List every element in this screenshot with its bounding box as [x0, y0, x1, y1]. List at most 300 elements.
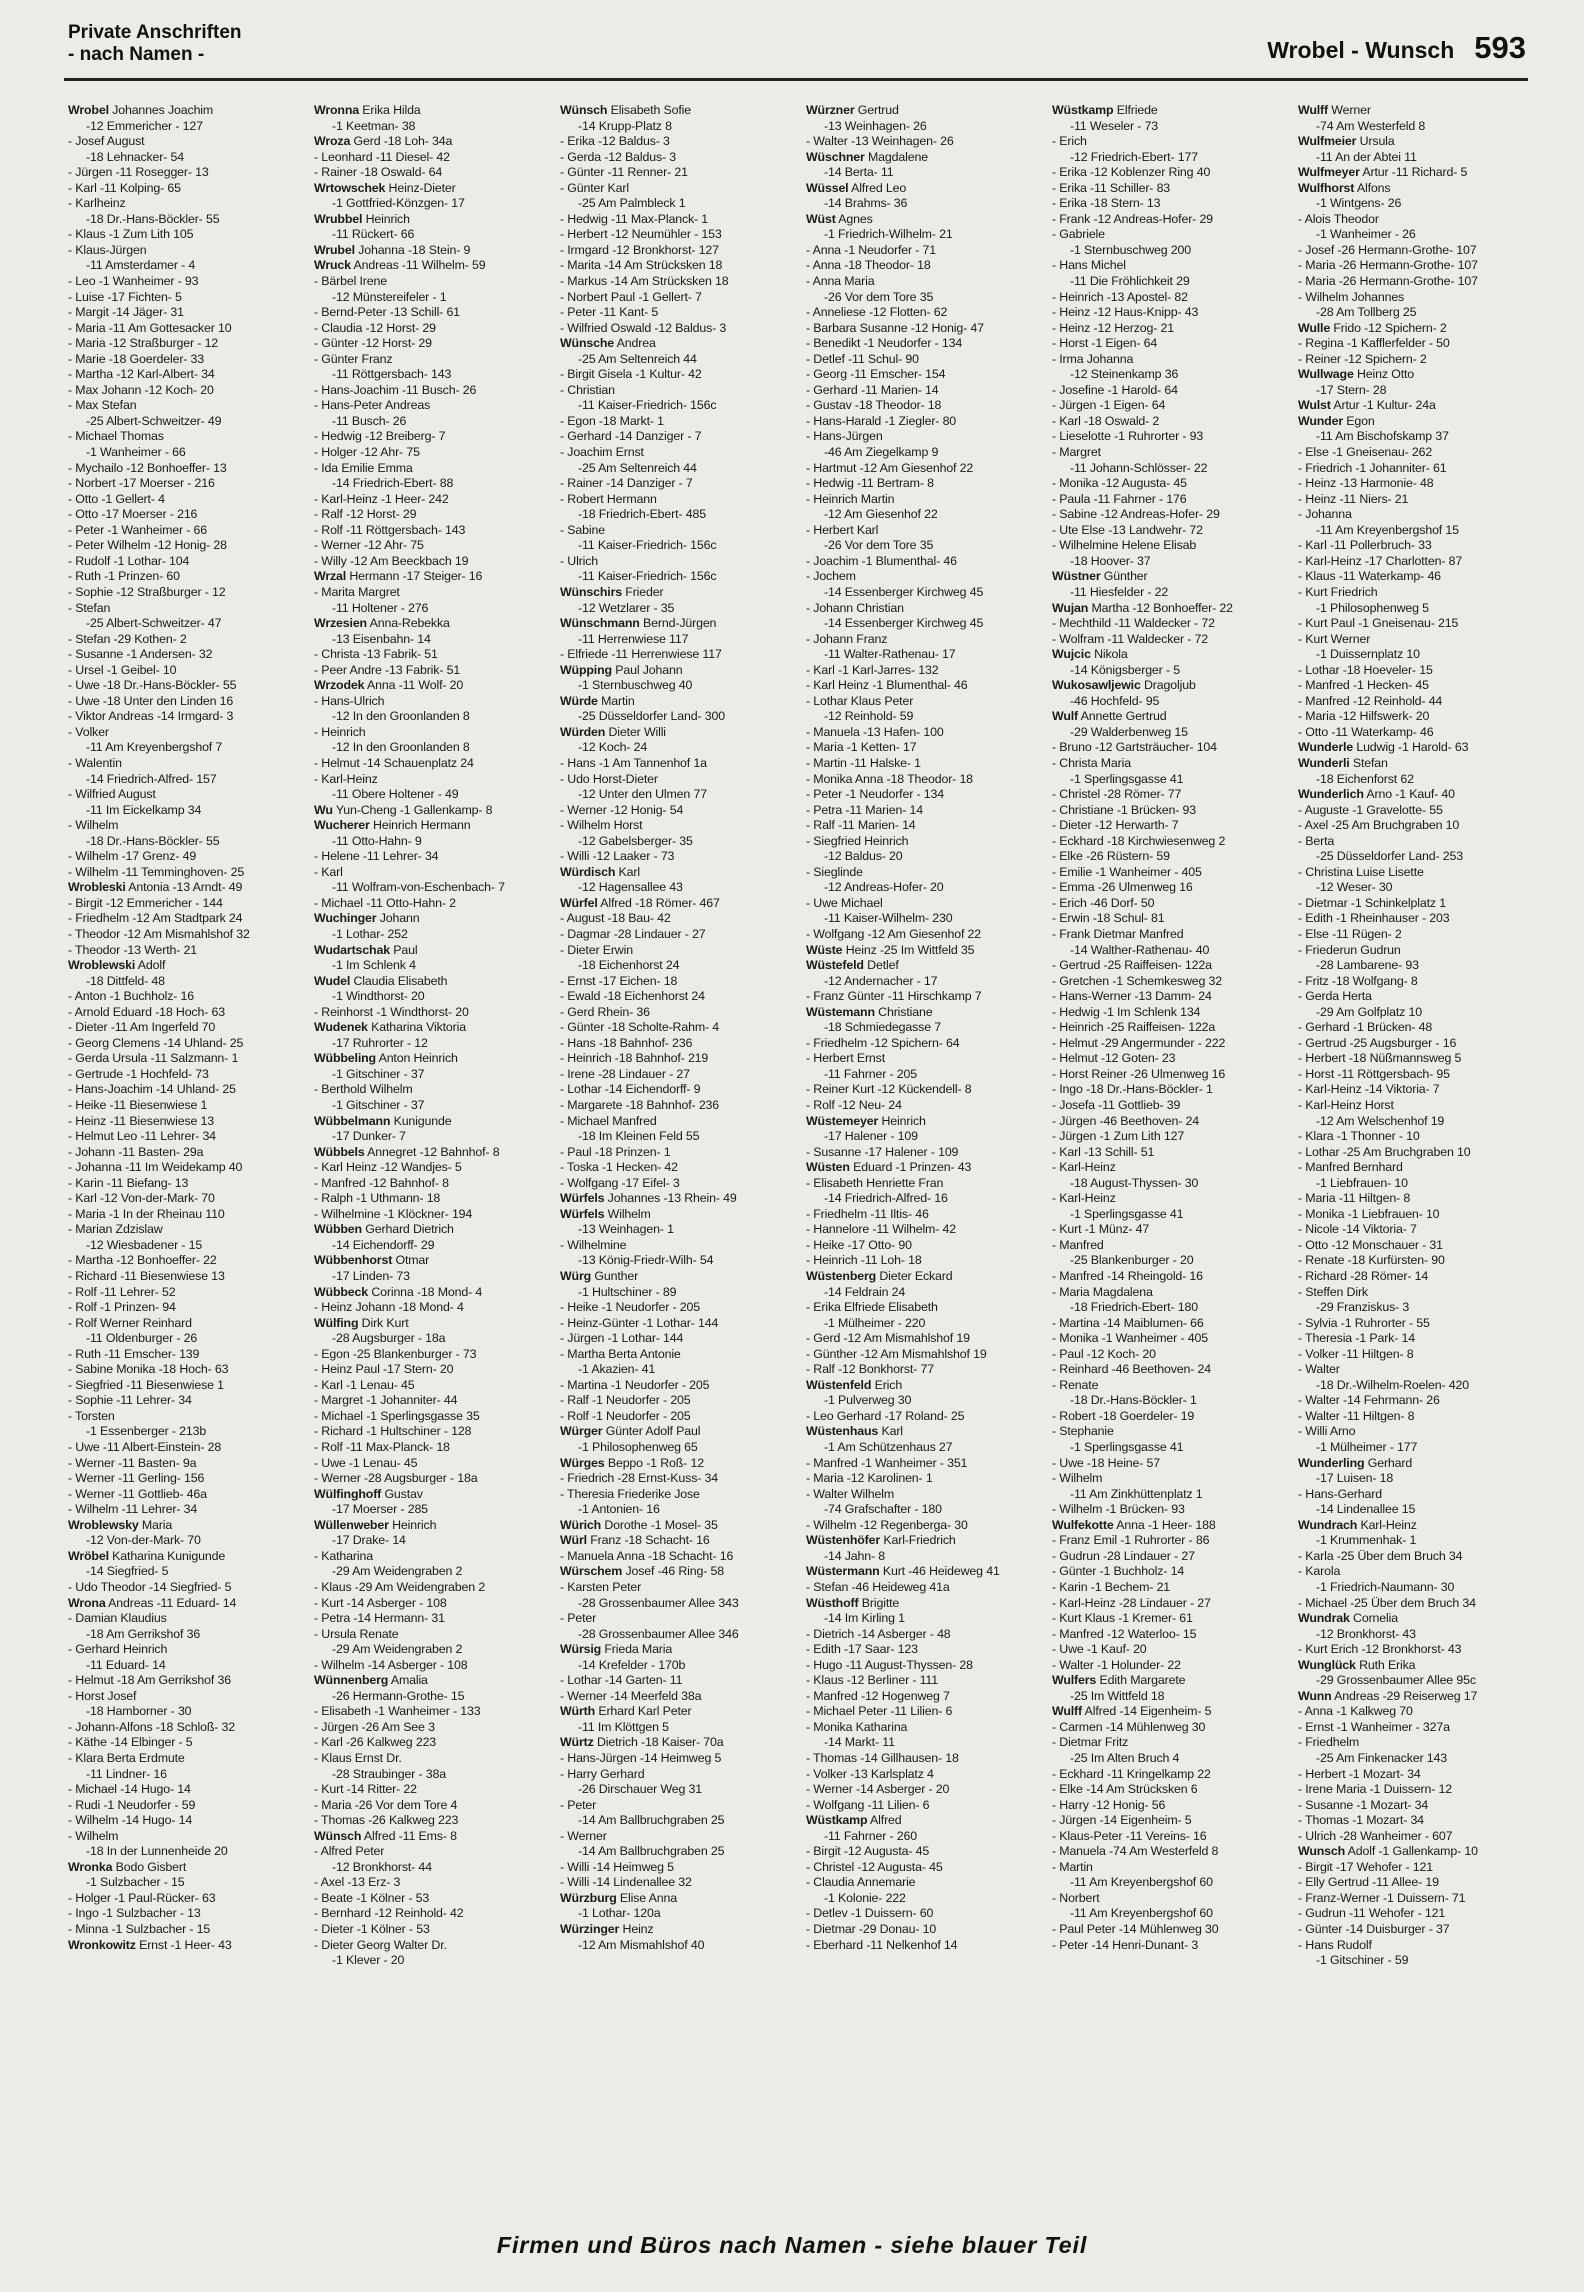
directory-entry: -1 Philosophenweg 65 — [578, 1440, 698, 1455]
directory-entry: - Wilhelm -14 Asberger - 108 — [314, 1657, 468, 1672]
directory-entry: -11 Am Kreyenbergshof 7 — [86, 740, 223, 755]
directory-entry: - Max Johann -12 Koch- 20 — [68, 382, 214, 397]
directory-entry: - Hans-Jürgen — [806, 429, 883, 444]
directory-entry: - Klara -1 Thonner - 10 — [1298, 1129, 1420, 1144]
directory-entry: -14 Lindenallee 15 — [1316, 1502, 1416, 1517]
directory-entry: - Theodor -12 Am Mismahlshof 32 — [68, 926, 250, 941]
directory-entry: - Karl-Heinz -14 Viktoria- 7 — [1298, 1082, 1440, 1097]
directory-entry: - Renate -18 Kurfürsten- 90 — [1298, 1253, 1445, 1268]
directory-entry: - Eberhard -11 Nelkenhof 14 — [806, 1937, 958, 1952]
directory-entry: Würg Gunther — [560, 1269, 639, 1284]
directory-entry: - Werner -12 Ahr- 75 — [314, 538, 424, 553]
directory-entry: - Rolf -11 Lehrer- 52 — [68, 1284, 176, 1299]
directory-entry: - Karl-Heinz — [1052, 1191, 1116, 1206]
directory-entry: - Martina -1 Neudorfer - 205 — [560, 1377, 710, 1392]
directory-entry: - Hedwig -1 Im Schlenk 134 — [1052, 1004, 1201, 1019]
directory-entry: - Wilhelm — [68, 818, 119, 833]
directory-entry: Wroblewsky Maria — [68, 1517, 173, 1532]
directory-entry: Wülfing Dirk Kurt — [314, 1315, 409, 1330]
directory-entry: - Eckhard -18 Kirchwiesenweg 2 — [1052, 833, 1226, 848]
directory-entry: - Horst -11 Röttgersbach- 95 — [1298, 1066, 1450, 1081]
directory-entry: -14 Am Ballbruchgraben 25 — [578, 1844, 725, 1859]
directory-entry: Wudenek Katharina Viktoria — [314, 1020, 466, 1035]
directory-entry: - Otto -12 Monschauer - 31 — [1298, 1237, 1443, 1252]
directory-entry: -18 Eichenforst 62 — [1316, 771, 1414, 786]
surname: Wunsch — [1298, 1844, 1346, 1859]
directory-entry: - Egon -25 Blankenburger - 73 — [314, 1346, 477, 1361]
directory-entry: - Frank Dietmar Manfred — [1052, 926, 1184, 941]
directory-entry: - Maria -12 Karolinen- 1 — [806, 1471, 933, 1486]
directory-entry: - Jürgen -1 Lothar- 144 — [560, 1331, 684, 1346]
directory-entry: - Theresia Friederike Jose — [560, 1486, 700, 1501]
directory-entry: - Maria -26 Hermann-Grothe- 107 — [1298, 258, 1478, 273]
directory-entry: -14 Friedrich-Alfred- 157 — [86, 771, 217, 786]
directory-entry: -17 Stern- 28 — [1316, 382, 1387, 397]
directory-entry: - Beate -1 Kölner - 53 — [314, 1890, 430, 1905]
directory-entry: -11 Kaiser-Friedrich- 156c — [578, 569, 717, 584]
directory-entry: - Heinz-Günter -1 Lothar- 144 — [560, 1315, 719, 1330]
directory-entry: -12 Andreas-Hofer- 20 — [824, 880, 944, 895]
directory-entry: - Karl -18 Oswald- 2 — [1052, 413, 1160, 428]
directory-entry: - Viktor Andreas -14 Irmgard- 3 — [68, 709, 234, 724]
directory-entry: - Stefan — [68, 600, 111, 615]
directory-entry: - Michael Thomas — [68, 429, 164, 444]
directory-entry: - Uwe -11 Albert-Einstein- 28 — [68, 1440, 222, 1455]
directory-entry: - Maria -1 Ketten- 17 — [806, 740, 917, 755]
directory-entry: Wrona Andreas -11 Eduard- 14 — [68, 1595, 237, 1610]
directory-entry: - Ernst -17 Eichen- 18 — [560, 973, 678, 988]
directory-entry: - Hannelore -11 Wilhelm- 42 — [806, 1222, 956, 1237]
directory-entry: - Rolf -11 Röttgersbach- 143 — [314, 522, 466, 537]
directory-entry: -12 Am Mismahlshof 40 — [578, 1937, 705, 1952]
surname: Wulfmeier — [1298, 134, 1357, 149]
directory-entry: - Erika -18 Stern- 13 — [1052, 196, 1161, 211]
directory-entry: -1 Wanheimer - 66 — [86, 445, 186, 460]
directory-entry: Wrtowschek Heinz-Dieter — [314, 180, 456, 195]
surname: Wrobleski — [68, 880, 126, 895]
directory-entry: - Kurt Friedrich — [1298, 584, 1378, 599]
directory-entry: Wulf Annette Gertrud — [1052, 709, 1167, 724]
surname: Wulff — [1052, 1704, 1082, 1719]
directory-entry: -14 Krupp-Platz 8 — [578, 118, 672, 133]
directory-entry: - Klaus -1 Zum Lith 105 — [68, 227, 194, 242]
directory-entry: -29 Franziskus- 3 — [1316, 1300, 1410, 1315]
directory-entry: Wünsch Alfred -11 Ems- 8 — [314, 1828, 457, 1843]
directory-entry: - Michael -14 Hugo- 14 — [68, 1782, 191, 1797]
directory-entry: - Regina -1 Kafflerfelder - 50 — [1298, 336, 1450, 351]
directory-entry: -25 Blankenburger - 20 — [1070, 1253, 1194, 1268]
directory-entry: -29 Walderbenweg 15 — [1070, 724, 1188, 739]
directory-entry: - Johann-Alfons -18 Schloß- 32 — [68, 1719, 235, 1734]
directory-entry: Wudel Claudia Elisabeth — [314, 973, 448, 988]
directory-entry: -1 Philosophenweg 5 — [1316, 600, 1429, 615]
directory-entry: -28 Grossenbaumer Allee 346 — [578, 1626, 739, 1641]
directory-entry: - Christina Luise Lisette — [1298, 864, 1424, 879]
directory-entry: - Sabine Monika -18 Hoch- 63 — [68, 1362, 229, 1377]
directory-entry: - Wilhelm Johannes — [1298, 289, 1405, 304]
directory-entry: - Wilhelm — [1052, 1471, 1103, 1486]
directory-column-4 — [806, 103, 1046, 2211]
directory-entry: - Wolfgang -11 Lilien- 6 — [806, 1797, 930, 1812]
directory-entry: -11 Kaiser-Wilhelm- 230 — [824, 911, 953, 926]
surname: Wunder — [1298, 413, 1343, 428]
directory-entry: - Lothar -14 Eichendorff- 9 — [560, 1082, 701, 1097]
directory-entry: -1 Antonien- 16 — [578, 1502, 660, 1517]
directory-entry: - Manfred -12 Reinhold- 44 — [1298, 693, 1443, 708]
directory-entry: - Nicole -14 Viktoria- 7 — [1298, 1222, 1417, 1237]
directory-entry: - Edith -17 Saar- 123 — [806, 1642, 918, 1657]
directory-entry: - Sabine — [560, 522, 605, 537]
directory-entry: - Friedhelm — [1298, 1735, 1360, 1750]
directory-entry: -14 Walther-Rathenau- 40 — [1070, 942, 1210, 957]
directory-entry: - Kurt -14 Ritter- 22 — [314, 1782, 417, 1797]
directory-entry: - Georg -11 Emscher- 154 — [806, 367, 946, 382]
directory-entry: - Hans-Joachim -11 Busch- 26 — [314, 382, 477, 397]
directory-entry: - Christa -13 Fabrik- 51 — [314, 647, 438, 662]
surname: Wübbels — [314, 1144, 365, 1159]
directory-entry: - Kurt Werner — [1298, 631, 1371, 646]
directory-entry: -1 Mülheimer - 177 — [1316, 1440, 1418, 1455]
directory-entry: Wüstkamp Alfred — [806, 1813, 902, 1828]
directory-entry: - Günter -11 Renner- 21 — [560, 165, 688, 180]
directory-entry: Wüsten Eduard -1 Prinzen- 43 — [806, 1160, 972, 1175]
directory-entry: - Ernst -1 Wanheimer - 327a — [1298, 1719, 1450, 1734]
directory-entry: - Hans-Werner -13 Damm- 24 — [1052, 989, 1212, 1004]
directory-entry: Wronna Erika Hilda — [314, 103, 421, 117]
directory-entry: -25 Am Finkenacker 143 — [1316, 1750, 1448, 1765]
directory-entry: - Reiner Kurt -12 Kückendell- 8 — [806, 1082, 972, 1097]
surname: Würg — [560, 1269, 592, 1284]
directory-entry: -1 Hultschiner - 89 — [578, 1284, 677, 1299]
directory-entry: - Werner — [560, 1828, 607, 1843]
surname: Wüstermann — [806, 1564, 880, 1579]
directory-entry: - Uwe -18 Unter den Linden 16 — [68, 693, 234, 708]
directory-entry: - Fritz -18 Wolfgang- 8 — [1298, 973, 1418, 988]
directory-entry: - Wilhelmine -1 Klöckner- 194 — [314, 1206, 473, 1221]
directory-entry: - Manfred -12 Hogenweg 7 — [806, 1688, 950, 1703]
directory-entry: - Axel -13 Erz- 3 — [314, 1875, 401, 1890]
directory-entry: -11 Die Fröhlichkeit 29 — [1070, 274, 1190, 289]
directory-entry: - Johann -11 Basten- 29a — [68, 1144, 204, 1159]
directory-entry: Wübbels Annegret -12 Bahnhof- 8 — [314, 1144, 500, 1159]
directory-entry: -14 Friedrich-Ebert- 88 — [332, 476, 454, 491]
directory-entry: -1 Im Schlenk 4 — [332, 958, 416, 973]
page-header-left — [68, 22, 242, 66]
directory-entry: -29 Am Weidengraben 2 — [332, 1564, 463, 1579]
directory-entry: - Uwe -1 Lenau- 45 — [314, 1455, 418, 1470]
directory-entry: -28 Lambarene- 93 — [1316, 958, 1419, 973]
directory-entry: - Thomas -1 Mozart- 34 — [1298, 1813, 1424, 1828]
directory-entry: - Karl -1 Lenau- 45 — [314, 1377, 415, 1392]
directory-entry: -14 Berta- 11 — [824, 165, 894, 180]
directory-entry: - Anton -1 Buchholz- 16 — [68, 989, 195, 1004]
directory-entry: -11 Otto-Hahn- 9 — [332, 833, 422, 848]
directory-entry: - Josef -26 Hermann-Grothe- 107 — [1298, 242, 1477, 257]
directory-entry: -1 Gottfried-Könzgen- 17 — [332, 196, 465, 211]
directory-entry: - Wilhelmine — [560, 1237, 627, 1252]
directory-entry: - Dagmar -28 Lindauer - 27 — [560, 926, 706, 941]
directory-entry: -14 Markt- 11 — [824, 1735, 895, 1750]
surname: Wübbenhorst — [314, 1253, 393, 1268]
directory-entry: - August -18 Bau- 42 — [560, 911, 671, 926]
directory-entry: - Damian Klaudius — [68, 1611, 167, 1626]
directory-entry: - Maria -12 Hilfswerk- 20 — [1298, 709, 1430, 724]
directory-entry: Wucherer Heinrich Hermann — [314, 818, 471, 833]
directory-entry: - Gerd -12 Am Mismahlshof 19 — [806, 1331, 970, 1346]
directory-entry: - Gertrud -25 Raiffeisen- 122a — [1052, 958, 1212, 973]
directory-entry: Wüssel Alfred Leo — [806, 180, 907, 195]
directory-entry: - Christel -12 Augusta- 45 — [806, 1859, 943, 1874]
directory-entry: - Rolf Werner Reinhard — [68, 1315, 192, 1330]
directory-entry: -18 Eichenhorst 24 — [578, 958, 680, 973]
directory-entry: - Maria -26 Hermann-Grothe- 107 — [1298, 274, 1478, 289]
directory-entry: - Dieter -12 Herwarth- 7 — [1052, 818, 1179, 833]
directory-entry: - Maria -11 Am Gottesacker 10 — [68, 320, 232, 335]
directory-entry: - Gabriele — [1052, 227, 1105, 242]
directory-entry: - Klaus -12 Berliner - 111 — [806, 1673, 938, 1688]
directory-entry: Wulff Werner — [1298, 103, 1371, 117]
directory-entry: - Klara Berta Erdmute — [68, 1750, 185, 1765]
directory-entry: - Hans -1 Am Tannenhof 1a — [560, 755, 707, 770]
surname: Wulfhorst — [1298, 180, 1355, 195]
directory-entry: - Lothar -14 Garten- 11 — [560, 1673, 683, 1688]
directory-entry: Wundrak Cornelia — [1298, 1611, 1398, 1626]
directory-entry: - Kurt Klaus -1 Kremer- 61 — [1052, 1611, 1193, 1626]
directory-entry: - Manfred -12 Waterloo- 15 — [1052, 1626, 1197, 1641]
directory-entry: Wrobleski Antonia -13 Arndt- 49 — [68, 880, 243, 895]
directory-entry: -25 Am Palmbleck 1 — [578, 196, 686, 211]
directory-entry: Wüsthoff Brigitte — [806, 1595, 900, 1610]
directory-entry: -25 Im Alten Bruch 4 — [1070, 1750, 1180, 1765]
directory-entry: - Joachim -1 Blumenthal- 46 — [806, 553, 957, 568]
directory-entry: - Manfred -12 Bahnhof- 8 — [314, 1175, 449, 1190]
directory-entry: - Walter Wilhelm — [806, 1486, 895, 1501]
surname: Wunderli — [1298, 755, 1350, 770]
directory-entry: Wünsch Elisabeth Sofie — [560, 103, 691, 117]
directory-entry: - Josefine -1 Harold- 64 — [1052, 382, 1178, 397]
directory-entry: - Dietrich -14 Asberger - 48 — [806, 1626, 951, 1641]
directory-entry: - Irmgard -12 Bronkhorst- 127 — [560, 242, 719, 257]
directory-entry: - Helmut -29 Angermunder - 222 — [1052, 1035, 1226, 1050]
directory-entry: - Alfred Peter — [314, 1844, 385, 1859]
directory-entry: - Monika Katharina — [806, 1719, 908, 1734]
directory-entry: - Norbert -17 Moerser - 216 — [68, 476, 215, 491]
directory-entry: - Rolf -11 Max-Planck- 18 — [314, 1440, 450, 1455]
directory-entry: -17 Drake- 14 — [332, 1533, 406, 1548]
directory-entry: -28 Straubinger - 38a — [332, 1766, 446, 1781]
surname: Wronna — [314, 103, 359, 117]
directory-entry: -1 Sternbuschweg 40 — [578, 678, 693, 693]
surname: Wüstemeyer — [806, 1113, 879, 1128]
directory-entry: - Franz-Werner -1 Duissern- 71 — [1298, 1890, 1466, 1905]
directory-entry: - Axel -25 Am Bruchgraben 10 — [1298, 818, 1460, 833]
surname: Würsig — [560, 1642, 602, 1657]
directory-entry: -14 Essenberger Kirchweg 45 — [824, 616, 984, 631]
surname: Wünsch — [560, 103, 608, 117]
directory-entry: Würsig Frieda Maria — [560, 1642, 673, 1657]
directory-entry: - Bärbel Irene — [314, 274, 387, 289]
directory-entry: Wulff Alfred -14 Eigenheim- 5 — [1052, 1704, 1212, 1719]
directory-entry: - Ralf -12 Horst- 29 — [314, 507, 417, 522]
directory-entry: -1 Mülheimer - 220 — [824, 1315, 926, 1330]
directory-entry: - Karl — [314, 864, 343, 879]
directory-entry: -12 Weser- 30 — [1316, 880, 1393, 895]
directory-entry: - Wilfried Oswald -12 Baldus- 3 — [560, 320, 727, 335]
directory-entry: - Toska -1 Hecken- 42 — [560, 1160, 678, 1175]
directory-entry: - Herbert -1 Mozart- 34 — [1298, 1766, 1421, 1781]
directory-entry: - Franz Günter -11 Hirschkamp 7 — [806, 989, 982, 1004]
directory-entry: - Reiner -12 Spichern- 2 — [1298, 351, 1427, 366]
directory-entry: - Frank -12 Andreas-Hofer- 29 — [1052, 211, 1213, 226]
directory-entry: - Walter -1 Holunder- 22 — [1052, 1657, 1181, 1672]
directory-entry: Wüstenberg Dieter Eckard — [806, 1269, 953, 1284]
directory-entry: - Ingo -1 Sulzbacher - 13 — [68, 1906, 201, 1921]
directory-entry: - Peter -1 Neudorfer - 134 — [806, 787, 944, 802]
page-header-right — [1267, 30, 1526, 66]
surname: Wulf — [1052, 709, 1079, 724]
directory-entry: - Ewald -18 Eichenhorst 24 — [560, 989, 705, 1004]
surname: Wukosawljewic — [1052, 678, 1141, 693]
directory-entry: - Irene Maria -1 Duissern- 12 — [1298, 1782, 1453, 1797]
directory-entry: - Ulrich -28 Wanheimer - 607 — [1298, 1828, 1453, 1843]
directory-entry: Wulfers Edith Margarete — [1052, 1673, 1186, 1688]
directory-entry: -74 Grafschafter - 180 — [824, 1502, 942, 1517]
directory-entry: -12 Am Welschenhof 19 — [1316, 1113, 1445, 1128]
directory-column-2 — [314, 103, 554, 2211]
directory-entry: - Otto -1 Gellert- 4 — [68, 491, 165, 506]
directory-entry: - Rolf -12 Neu- 24 — [806, 1098, 902, 1112]
directory-entry: - Bernd-Peter -13 Schill- 61 — [314, 305, 460, 320]
directory-entry: -18 Schmiedegasse 7 — [824, 1020, 941, 1035]
directory-entry: -18 Lehnacker- 54 — [86, 149, 185, 164]
directory-entry: - Wilhelm -1 Brücken- 93 — [1052, 1502, 1185, 1517]
directory-entry: - Heinz -12 Haus-Knipp- 43 — [1052, 305, 1199, 320]
directory-entry: - Manfred -1 Wanheimer - 351 — [806, 1455, 968, 1470]
surname: Wüste — [806, 942, 843, 957]
directory-entry: Wunn Andreas -29 Reiserweg 17 — [1298, 1688, 1478, 1703]
directory-entry: - Kurt Erich -12 Bronkhorst- 43 — [1298, 1642, 1462, 1657]
directory-entry: - Werner -14 Asberger - 20 — [806, 1782, 950, 1797]
directory-entry: - Josefa -11 Gottlieb- 39 — [1052, 1098, 1181, 1112]
directory-entry: - Käthe -14 Elbinger - 5 — [68, 1735, 193, 1750]
directory-entry: - Harry -12 Honig- 56 — [1052, 1797, 1166, 1812]
directory-entry: - Günter -12 Horst- 29 — [314, 336, 432, 351]
directory-entry: - Anna -18 Theodor- 18 — [806, 258, 931, 273]
directory-entry: - Gudrun -28 Lindauer - 27 — [1052, 1548, 1195, 1563]
directory-entry: - Margarete -18 Bahnhof- 236 — [560, 1098, 720, 1112]
surname: Wronka — [68, 1859, 113, 1874]
directory-entry: Wünschmann Bernd-Jürgen — [560, 616, 717, 631]
surname: Wübbelmann — [314, 1113, 391, 1128]
surname: Wrzodek — [314, 678, 365, 693]
directory-entry: -17 Ruhrorter - 12 — [332, 1035, 428, 1050]
directory-entry: Wünsche Andrea — [560, 336, 656, 351]
directory-entry: - Klaus-Peter -11 Vereins- 16 — [1052, 1828, 1207, 1843]
directory-entry: - Udo Horst-Dieter — [560, 771, 658, 786]
directory-entry: - Uwe -1 Kauf- 20 — [1052, 1642, 1147, 1657]
directory-entry: - Horst -1 Eigen- 64 — [1052, 336, 1158, 351]
directory-entry: Wulfhorst Alfons — [1298, 180, 1391, 195]
directory-entry: Würdisch Karl — [560, 864, 640, 879]
directory-entry: -11 Am Bischofskamp 37 — [1316, 429, 1449, 444]
surname: Würzburg — [560, 1890, 617, 1905]
surname: Wulst — [1298, 398, 1331, 413]
directory-entry: - Sabine -12 Andreas-Hofer- 29 — [1052, 507, 1220, 522]
directory-entry: - Markus -14 Am Strücksken 18 — [560, 274, 729, 289]
directory-entry: - Werner -14 Meerfeld 38a — [560, 1688, 702, 1703]
directory-entry: - Karl-Heinz — [314, 771, 378, 786]
directory-entry: - Werner -12 Honig- 54 — [560, 802, 684, 817]
directory-entry: - Gerd Rhein- 36 — [560, 1004, 650, 1019]
directory-entry: - Karl -1 Karl-Jarres- 132 — [806, 662, 939, 677]
directory-entry: - Hans-Jürgen -14 Heimweg 5 — [560, 1750, 722, 1765]
directory-entry: - Susanne -1 Andersen- 32 — [68, 647, 213, 662]
directory-entry: - Heinrich -18 Bahnhof- 219 — [560, 1051, 709, 1066]
directory-entry: -18 Dr.-Wilhelm-Roelen- 420 — [1316, 1377, 1469, 1392]
directory-entry: -11 Amsterdamer - 4 — [86, 258, 196, 273]
surname: Wudartschak — [314, 942, 390, 957]
directory-entry: -12 Andernacher - 17 — [824, 973, 938, 988]
directory-entry: -11 Busch- 26 — [332, 413, 407, 428]
directory-entry: - Gertrude -1 Hochfeld- 73 — [68, 1066, 209, 1081]
directory-entry: -11 Fahrner - 260 — [824, 1828, 917, 1843]
page-number: 593 — [1474, 30, 1526, 65]
directory-entry: -11 Oldenburger - 26 — [86, 1331, 198, 1346]
directory-entry: - Heinrich — [314, 724, 366, 739]
directory-entry: - Maria -26 Vor dem Tore 4 — [314, 1797, 458, 1812]
surname: Wüstkamp — [806, 1813, 868, 1828]
directory-entry: -26 Vor dem Tore 35 — [824, 538, 934, 553]
surname: Würfel — [560, 895, 598, 910]
surname: Wulfekotte — [1052, 1517, 1114, 1532]
directory-entry: - Martin — [1052, 1859, 1093, 1874]
surname: Würfels — [560, 1206, 605, 1221]
directory-entry: Wüstenhöfer Karl-Friedrich — [806, 1533, 956, 1548]
directory-entry: - Richard -1 Hultschiner - 128 — [314, 1424, 472, 1439]
directory-entry: -1 Friedrich-Wilhelm- 21 — [824, 227, 953, 242]
surname: Wunderlich — [1298, 787, 1364, 802]
directory-entry: Wüstefeld Detlef — [806, 958, 899, 973]
directory-entry: - Friederun Gudrun — [1298, 942, 1401, 957]
directory-entry: - Erich — [1052, 134, 1087, 149]
directory-entry: - Volker -13 Karlsplatz 4 — [806, 1766, 934, 1781]
directory-entry: - Rudi -1 Neudorfer - 59 — [68, 1797, 196, 1812]
surname: Wüstner — [1052, 569, 1101, 584]
directory-entry: -1 Lothar- 252 — [332, 926, 408, 941]
surname: Wrubel — [314, 242, 355, 257]
directory-entry: - Manfred -14 Rheingold- 16 — [1052, 1269, 1203, 1284]
directory-entry: - Reinhard -46 Beethoven- 24 — [1052, 1362, 1212, 1377]
directory-entry: Würfels Johannes -13 Rhein- 49 — [560, 1191, 737, 1206]
directory-entry: - Günter -1 Buchholz- 14 — [1052, 1564, 1185, 1579]
directory-entry: - Auguste -1 Gravelotte- 55 — [1298, 802, 1443, 817]
directory-entry: Wrobel Johannes Joachim — [68, 103, 214, 117]
directory-entry: - Walter -13 Weinhagen- 26 — [806, 134, 954, 149]
directory-entry: - Theodor -13 Werth- 21 — [68, 942, 198, 957]
directory-entry: - Ingo -18 Dr.-Hans-Böckler- 1 — [1052, 1082, 1213, 1097]
directory-entry: -1 Wanheimer - 26 — [1316, 227, 1416, 242]
surname: Würtz — [560, 1735, 594, 1750]
directory-entry: - Martin -11 Halske- 1 — [806, 755, 921, 770]
directory-entry: - Gerhard -1 Brücken- 48 — [1298, 1020, 1433, 1035]
directory-entry: Wübben Gerhard Dietrich — [314, 1222, 454, 1237]
directory-entry: - Sylvia -1 Ruhrorter - 55 — [1298, 1315, 1430, 1330]
directory-entry: -18 Dr.-Hans-Böckler- 1 — [1070, 1393, 1197, 1408]
directory-entry: -1 Friedrich-Naumann- 30 — [1316, 1579, 1455, 1594]
directory-entry: - Manuela Anna -18 Schacht- 16 — [560, 1548, 734, 1563]
directory-entry: -26 Hermann-Grothe- 15 — [332, 1688, 465, 1703]
directory-entry: - Wilhelm -12 Regenberga- 30 — [806, 1517, 968, 1532]
